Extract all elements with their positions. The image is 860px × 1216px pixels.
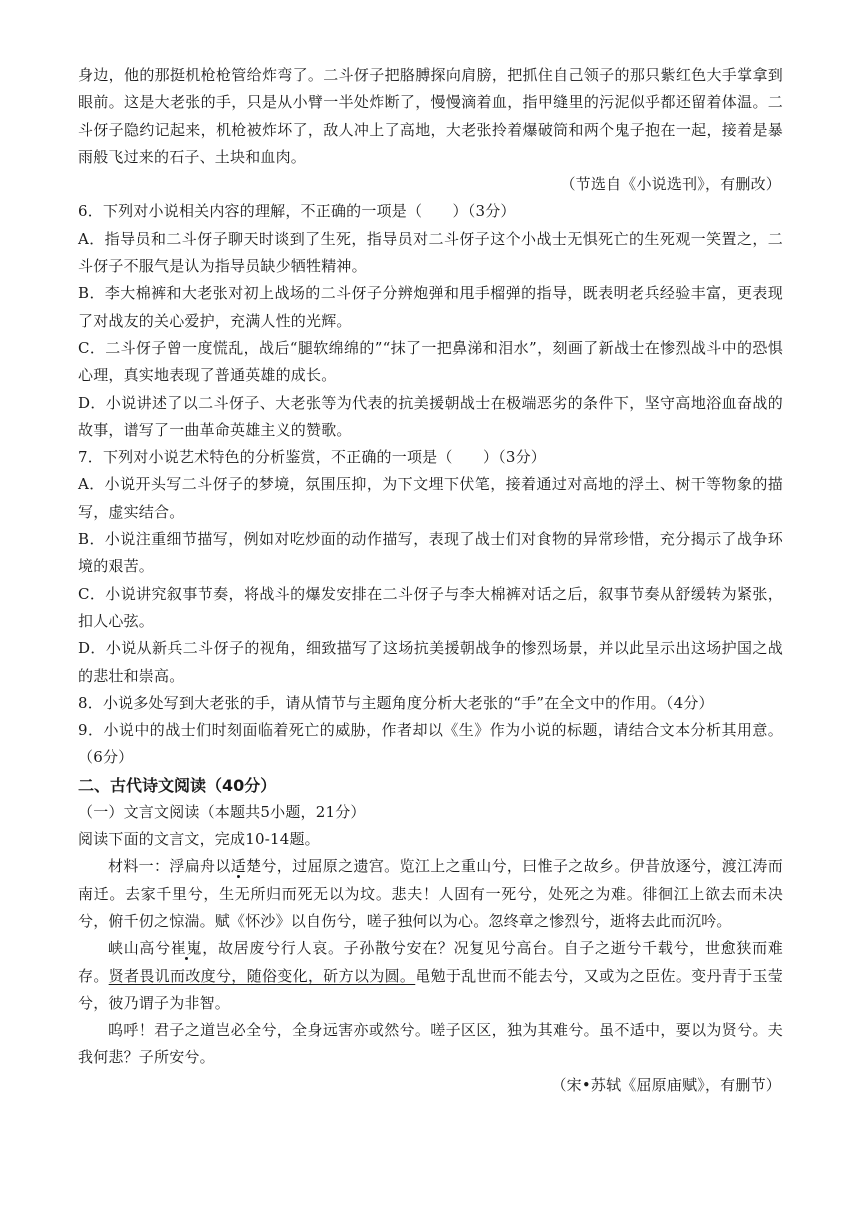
dotted-word: 崔嵬 (170, 939, 203, 958)
story-source: （节选自《小说选刊》，有删改） (560, 175, 781, 194)
material-1-text-b: 楚兮，过屈原之遗宫。览江上之重山兮，曰惟子之故乡。伊昔放逐兮，渡江涛而南迁。去家千里兮，生无所归而死无以为坟。悲夫！人固有一死兮，处死之为难。徘徊江上欲去而未决兮，俯千仞之惊湍。赋《怀沙》以自伤兮，嗟子独何以为心。忽终章之惨烈兮，逝将去此而沉吟。 (78, 857, 783, 930)
q6-option-d: D．小说讲述了以二斗伢子、大老张等为代表的抗美援朝战士在极端恶劣的条件下，坚守高地浴血奋战的故事，谱写了一曲革命英雄主义的赞歌。 (78, 393, 783, 439)
q6-option-a: A．指导员和二斗伢子聊天时谈到了生死，指导员对二斗伢子这个小战士无惧死亡的生死观一笑置之，二斗伢子不服气是认为指导员缺少牺牲精神。 (78, 229, 783, 276)
question-9: 9．小说中的战士们时刻面临着死亡的威胁，作者却以《生》作为小说的标题，请结合文本分析其用意。（6分） (78, 721, 783, 767)
exam-page (78, 62, 783, 1099)
classical-source: （宋•苏轼《屈原庙赋》，有删节） (551, 1075, 781, 1094)
question-6-stem: 6．下列对小说相关内容的理解，不正确的一项是（ ）（3分） (78, 202, 516, 221)
reading-instruction: 阅读下面的文言文，完成10-14题。 (78, 830, 320, 849)
section-2-subtitle: （一）文言文阅读（本题共5小题，21分） (78, 802, 366, 821)
q7-option-d: D．小说从新兵二斗伢子的视角，细致描写了这场抗美援朝战争的惨烈场景，并以此呈示出这场护国之战的悲壮和崇高。 (78, 639, 783, 685)
q7-option-c: C．小说讲究叙事节奏，将战斗的爆发安排在二斗伢子与李大棉裤对话之后，叙事节奏从舒缓转为紧张，扣人心弦。 (78, 584, 783, 630)
section-2-title: 二、古代诗文阅读（40分） (78, 775, 277, 795)
material-1-paragraph-2 (78, 935, 783, 1017)
p2-text-a: 峡山高兮 (108, 939, 171, 958)
q6-option-b: B．李大棉裤和大老张对初上战场的二斗伢子分辨炮弹和甩手榴弹的指导，既表明老兵经验丰富，更表现了对战友的关心爱护，充满人性的光辉。 (78, 284, 783, 330)
question-7-stem: 7．下列对小说艺术特色的分析鉴赏，不正确的一项是（ ）（3分） (78, 448, 546, 467)
q6-option-c: C．二斗伢子曾一度慌乱，战后“腿软绵绵的”“抹了一把鼻涕和泪水”，刻画了新战士在惨烈战斗中的恐惧心理，真实地表现了普通英雄的成长。 (78, 338, 783, 385)
q7-option-b: B．小说注重细节描写，例如对吃炒面的动作描写，表现了战士们对食物的异常珍惜，充分揭示了战争环境的艰苦。 (78, 530, 783, 576)
story-paragraph: 身边，他的那挺机枪枪管给炸弯了。二斗伢子把胳膊探向肩膀，把抓住自己领子的那只紫红色大手掌拿到眼前。这是大老张的手，只是从小臂一半处炸断了，慢慢滴着血，指甲缝里的污泥似乎都还留着体温。二斗伢子隐约记起来，机枪被炸坏了，敌人冲上了高地，大老张拎着爆破筒和两个鬼子抱在一起，接着是暴雨般飞过来的石子、土块和血肉。 (78, 66, 783, 166)
material-1-text-a: 材料一：浮扁舟以 (108, 857, 231, 876)
q7-option-a: A．小说开头写二斗伢子的梦境，氛围压抑，为下文埋下伏笔，接着通过对高地的浮土、树干等物象的描写，虚实结合。 (78, 475, 783, 521)
underlined-sentence: 贤者畏讥而改度兮，随俗变化，斫方以为圆。 (108, 966, 416, 985)
p2-text-b: ，故居废兮行人哀。子孙散兮安在？况复见兮高台。自子之逝兮千载兮，世愈狭而难存。 (78, 939, 783, 985)
material-1-paragraph-1 (78, 853, 783, 935)
p2-text-c: 黾勉于乱世而不能去兮，又或为之臣佐。变丹青于玉莹兮，彼乃谓子为非智。 (78, 966, 783, 1012)
material-1-paragraph-3: 呜呼！君子之道岂必全兮，全身远害亦或然兮。嗟子区区，独为其难兮。虽不适中，要以为贤兮。夫我何悲？子所安兮。 (78, 1021, 783, 1067)
question-8: 8．小说多处写到大老张的手，请从情节与主题角度分析大老张的“手”在全文中的作用。（4分） (78, 693, 714, 712)
dotted-char: 适 (230, 857, 247, 876)
